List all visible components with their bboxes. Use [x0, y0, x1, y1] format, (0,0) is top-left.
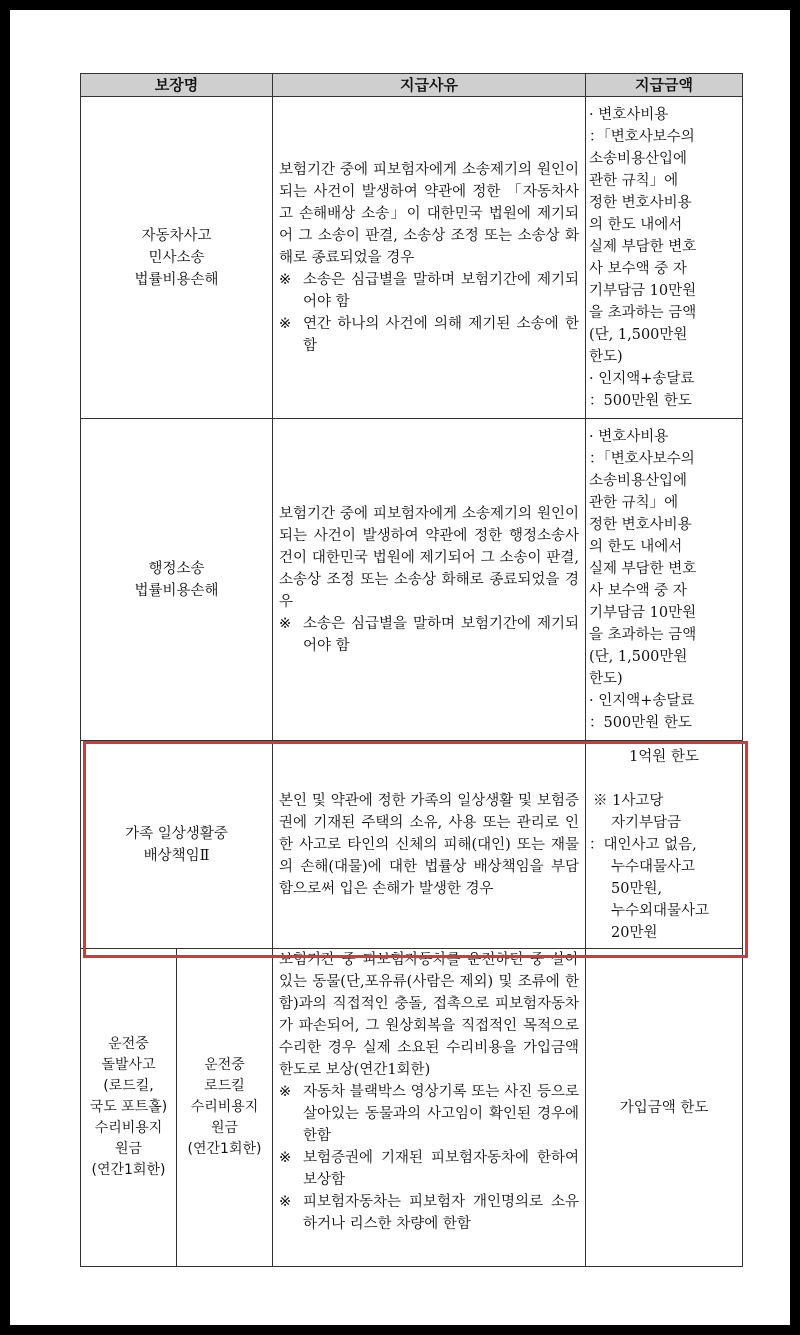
- payment-amount-civil: · 변호사비용 ：「변호사보수의 소송비용산입에 관한 규칙」에 정한 변호사비용 의 한도 내에서 실제 부담한 변호 사 보수액 중 자 기부담금 10만원 을 초과하는 금액 (단, 1,500만원 한도) · 인지액+송달료 ：500만원 한도: [586, 97, 743, 419]
- coverage-name-driving: 운전중 돌발사고 (로드킬, 국도 포트홀) 수리비용지 원금 (연간1회한): [81, 949, 177, 1267]
- payment-reason-family: 본인 및 약관에 정한 가족의 일상생활 및 보험증권에 기재된 주택의 소유, 사용 또는 관리로 인한 사고로 타인의 신체의 피해(대인) 또는 재물의 손해(대물)에 대한 법률상 배상책임을 부담함으로써 입은 손해가 발생한 경우: [273, 741, 586, 949]
- payment-reason-roadkill: 보험기간 중 피보험자동차를 운전하던 중 살아있는 동물(단,포유류(사람은 제외) 및 조류에 한함)과의 직접적인 충돌, 접촉으로 피보험자동차가 파손되어, 그 원상회복을 직접적인 목적으로 수리한 경우 실제 소요된 수리비용을 가입금액 한도로 보상(연간1회한) ※ 자동차 블랙박스 영상기록 또는 사진 등으로 살아있는 동물과의 사고임이 확인된 경우에 한함 ※ 보험증권에 기재된 피보험자동차에 한하여 보상함 ※ 피보험자동차는 피보험자 개인명의로 소유하거나 리스한 차량에 한함: [273, 949, 586, 1267]
- table-row-civil-lawsuit: [81, 97, 743, 419]
- note-item: ※ 보험증권에 기재된 피보험자동차에 한하여 보상함: [279, 1150, 580, 1188]
- document-page: [10, 10, 790, 1325]
- coverage-name-admin: 행정소송 법률비용손해: [81, 419, 273, 741]
- coverage-name-civil: 자동차사고 민사소송 법률비용손해: [81, 97, 273, 419]
- table-header-row: [81, 74, 743, 97]
- table-row-roadkill-repair: [81, 949, 743, 1267]
- header-coverage-name: 보장명: [81, 74, 273, 97]
- payment-reason-civil: 보험기간 중에 피보험자에게 소송제기의 원인이 되는 사건이 발생하여 약관에 정한 「자동차사고 손해배상 소송」이 대한민국 법원에 제기되어 그 소송이 판결, 소송상 조정 또는 소송상 화해로 종료되었을 경우 ※ 소송은 심급별을 말하며 보험기간에 제기되어야 함 ※ 연간 하나의 사건에 의해 제기된 소송에 한함: [273, 97, 586, 419]
- table-row-admin-lawsuit: [81, 419, 743, 741]
- header-payment-reason: 지급사유: [273, 74, 586, 97]
- table-row-family-liability: [81, 741, 743, 949]
- payment-reason-admin: 보험기간 중에 피보험자에게 소송제기의 원인이 되는 사건이 발생하여 약관에 정한 행정소송사건이 대한민국 법원에 제기되어 그 소송이 판결, 소송상 조정 또는 소송상 화해로 종료되었을 경우 ※ 소송은 심급별을 말하며 보험기간에 제기되어야 함: [273, 419, 586, 741]
- payment-amount-family: 1억원 한도 ※ 1사고당 자기부담금 ：대인사고 없음, 누수대물사고 50만원, 누수외대물사고 20만원: [586, 741, 743, 949]
- note-item: ※ 피보험자동차는 피보험자 개인명의로 소유하거나 리스한 차량에 한함: [279, 1194, 580, 1232]
- note-item: ※ 소송은 심급별을 말하며 보험기간에 제기되어야 함: [279, 615, 580, 654]
- note-item: ※ 연간 하나의 사건에 의해 제기된 소송에 한함: [279, 315, 580, 354]
- coverage-name-family: 가족 일상생활중 배상책임Ⅱ: [81, 741, 273, 949]
- payment-amount-admin: · 변호사비용 ：「변호사보수의 소송비용산입에 관한 규칙」에 정한 변호사비용 의 한도 내에서 실제 부담한 변호 사 보수액 중 자 기부담금 10만원 을 초과하는 금액 (단, 1,500만원 한도) · 인지액+송달료 ：500만원 한도: [586, 419, 743, 741]
- header-payment-amount: 지급금액: [586, 74, 743, 97]
- note-item: ※ 소송은 심급별을 말하며 보험기간에 제기되어야 함: [279, 271, 580, 310]
- note-item: ※ 자동차 블랙박스 영상기록 또는 사진 등으로 살아있는 동물과의 사고임이 확인된 경우에 한함: [279, 1084, 580, 1144]
- coverage-table: [80, 73, 743, 1267]
- coverage-subname-roadkill: 운전중 로드킬 수리비용지 원금 (연간1회한): [177, 949, 273, 1267]
- payment-amount-roadkill: 가입금액 한도: [586, 949, 743, 1267]
